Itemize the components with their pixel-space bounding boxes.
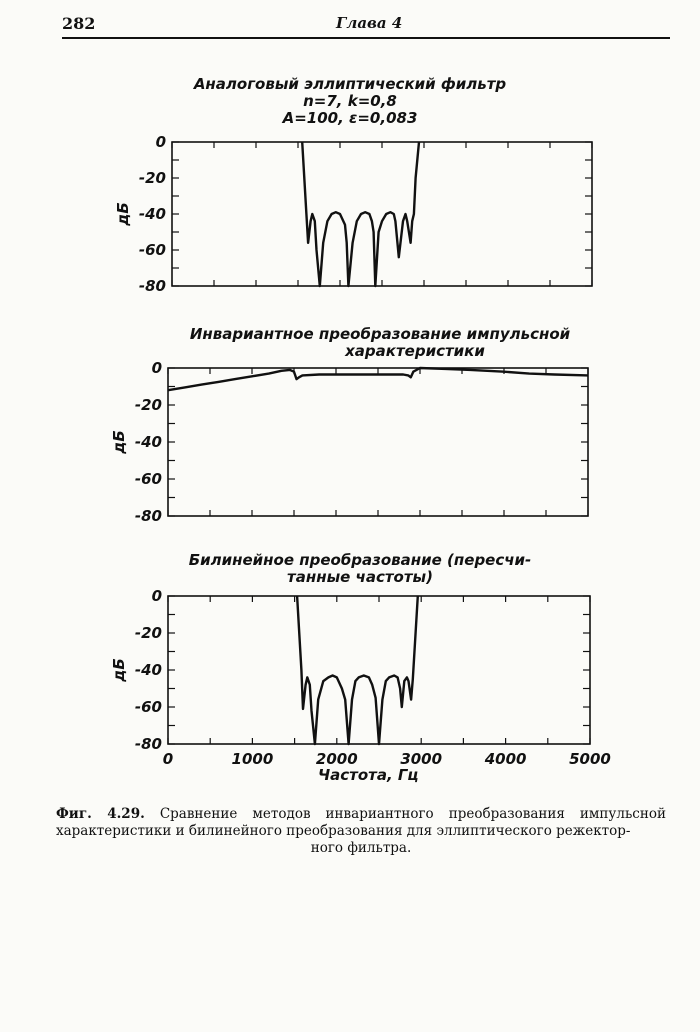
chart-1-title-line: Аналоговый эллиптический фильтр <box>193 75 507 93</box>
x-tick-label: 2000 <box>315 750 358 768</box>
x-tick-label: 3000 <box>400 750 443 768</box>
x-tick-label: 4000 <box>484 750 527 768</box>
running-head: Глава 4 <box>336 14 403 32</box>
chart-1-params-line: n=7, k=0,8 <box>303 92 397 110</box>
y-tick-label: 0 <box>151 587 162 605</box>
y-tick-label: -40 <box>134 661 162 679</box>
chart-2-title-line: Инвариантное преобразование импульсной <box>189 325 571 343</box>
x-tick-label: 0 <box>162 750 174 768</box>
y-tick-label: -80 <box>134 507 162 525</box>
attenuation-curve <box>302 142 419 286</box>
figure-caption <box>56 806 666 857</box>
caption-last-line: ного фильтра. <box>310 840 412 856</box>
y-tick-label: -60 <box>134 698 162 716</box>
y-tick-label: -80 <box>138 277 166 295</box>
y-axis-label: дБ <box>110 430 128 454</box>
chart-1-params-line: A=100, ε=0,083 <box>282 109 418 127</box>
y-axis-label: дБ <box>110 658 128 682</box>
plot-frame <box>168 368 588 516</box>
y-tick-label: -20 <box>134 624 162 642</box>
chart-3-title-line: танные частоты) <box>287 568 433 586</box>
page-number: 282 <box>62 14 96 33</box>
chart-3-title-line: Билинейное преобразование (пересчи- <box>188 551 532 569</box>
y-tick-label: -40 <box>138 205 166 223</box>
x-axis-label: Частота, Гц <box>318 766 419 784</box>
y-tick-label: -20 <box>138 169 166 187</box>
plot-frame <box>168 596 590 744</box>
y-tick-label: -20 <box>134 396 162 414</box>
plot-frame <box>172 142 592 286</box>
y-tick-label: 0 <box>151 359 162 377</box>
chart-2-title-line: характеристики <box>345 342 485 360</box>
y-axis-label: дБ <box>114 202 132 226</box>
attenuation-curve <box>297 596 418 744</box>
x-tick-label: 5000 <box>569 750 611 768</box>
y-tick-label: -60 <box>134 470 162 488</box>
y-tick-label: 0 <box>155 133 166 151</box>
y-tick-label: -80 <box>134 735 162 753</box>
x-tick-label: 1000 <box>231 750 274 768</box>
y-tick-label: -40 <box>134 433 162 451</box>
y-tick-label: -60 <box>138 241 166 259</box>
caption-label: Фиг. 4.29. <box>56 806 145 822</box>
caption-text: Сравнение методов инвариантного преобразования импульсной характеристики и билинейного преобразования для эллиптического режектор- <box>56 806 666 839</box>
